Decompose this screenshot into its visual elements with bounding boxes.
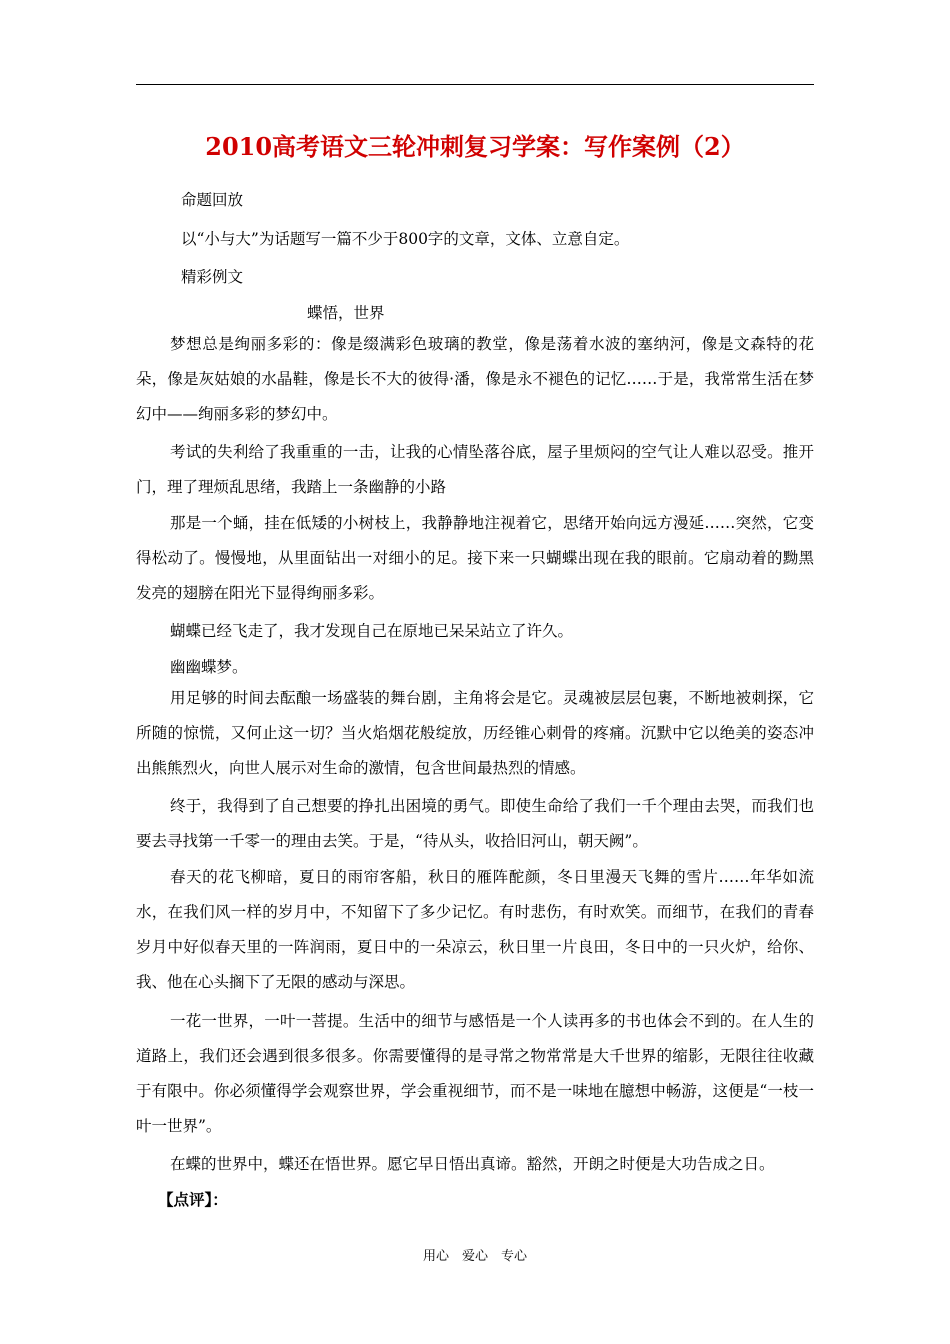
essay-paragraph: 幽幽蝶梦。 [170,658,248,676]
comment-label: 【点评】： [158,1190,228,1209]
essay-title: 蝶悟，世界 [307,304,385,322]
essay-paragraph: 春天的花飞柳暗，夏日的雨帘客船，秋日的雁阵酡颜，冬日里漫天飞舞的雪片……年华如流水，在我们风一样的岁月中，不知留下了多少记忆。有时悲伤，有时欢笑。而细节，在我们的青春岁月中好似春天里的一阵润雨，夏日中的一朵凉云，秋日里一片良田，冬日中的一只火炉，给你、我、他在心头搁下了无限的感动与深思。 [136,868,814,991]
header-rule [136,84,814,85]
essay-paragraph: 在蝶的世界中，蝶还在悟世界。愿它早日悟出真谛。豁然，开朗之时便是大功告成之日。 [170,1155,775,1173]
essay-paragraph: 终于，我得到了自己想要的挣扎出困境的勇气。即使生命给了我们一千个理由去哭，而我们也要去寻找第一千零一的理由去笑。于是，“待从头，收拾旧河山，朝天阙”。 [136,797,814,850]
page-footer: 用心 爱心 专心 [422,1249,527,1264]
prompt-heading: 命题回放 [181,191,244,209]
essay-paragraph: 用足够的时间去酝酿一场盛装的舞台剧，主角将会是它。灵魂被层层包裹，不断地被刺探，它所随的惊慌，又何止这一切？当火焰烟花般绽放，历经锥心刺骨的疼痛。沉默中它以绝美的姿态冲出熊熊烈火，向世人展示对生命的激情，包含世间最热烈的情感。 [136,689,814,777]
essay-paragraph: 蝴蝶已经飞走了，我才发现自己在原地已呆呆站立了许久。 [170,622,574,640]
page-title: 2010高考语文三轮冲刺复习学案：写作案例（2） [205,132,745,161]
prompt-text: 以“小与大”为话题写一篇不少于800字的文章，文体、立意自定。 [181,230,630,248]
essay-paragraph: 梦想总是绚丽多彩的：像是缀满彩色玻璃的教堂，像是荡着水波的塞纳河，像是文森特的花朵，像是灰姑娘的水晶鞋，像是长不大的彼得·潘，像是永不褪色的记忆……于是，我常常生活在梦幻中——绚丽多彩的梦幻中。 [136,335,814,423]
essay-paragraph: 那是一个蛹，挂在低矮的小树枝上，我静静地注视着它，思绪开始向远方漫延……突然，它变得松动了。慢慢地，从里面钻出一对细小的足。接下来一只蝴蝶出现在我的眼前。它扇动着的黝黑发亮的翅膀在阳光下显得绚丽多彩。 [136,514,814,602]
essay-paragraph: 一花一世界，一叶一菩提。生活中的细节与感悟是一个人读再多的书也体会不到的。在人生的道路上，我们还会遇到很多很多。你需要懂得的是寻常之物常常是大千世界的缩影，无限往往收藏于有限中。你必须懂得学会观察世界，学会重视细节，而不是一味地在臆想中畅游，这便是“一枝一叶一世界”。 [136,1012,814,1135]
essay-paragraph: 考试的失利给了我重重的一击，让我的心情坠落谷底，屋子里烦闷的空气让人难以忍受。推开门，理了理烦乱思绪，我踏上一条幽静的小路 [136,443,814,496]
example-heading: 精彩例文 [181,268,244,286]
